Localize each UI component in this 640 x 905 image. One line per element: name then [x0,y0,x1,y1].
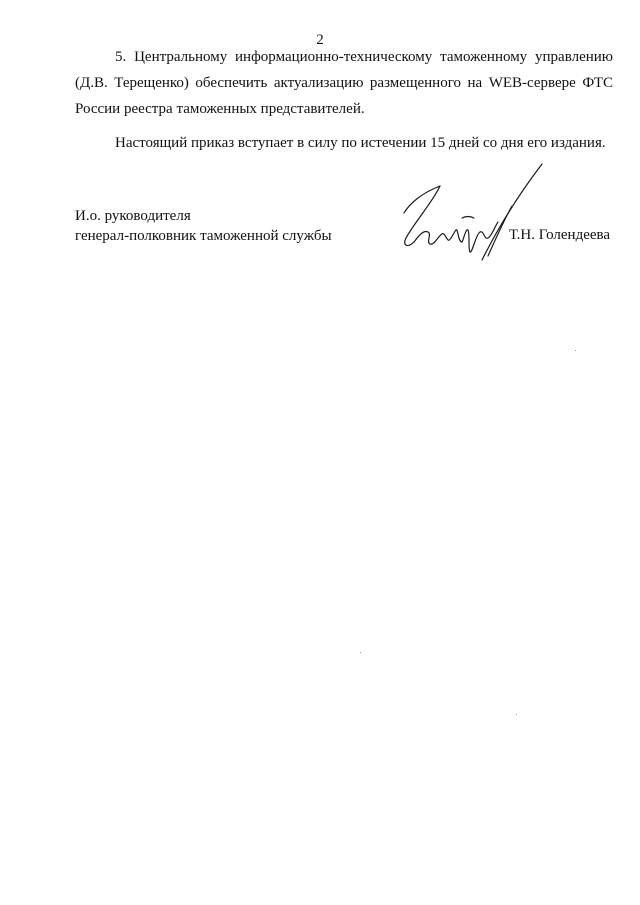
handwritten-signature [392,158,552,268]
position-line-2: генерал-полковник таможенной службы [75,228,332,244]
page-number: 2 [316,32,324,48]
signatory-name: Т.Н. Голендеева [509,227,611,243]
position-line-1: И.о. руководителя [75,208,191,224]
scan-speck [516,714,517,715]
paragraph-effective-date: Настоящий приказ вступает в силу по истечении 15 дней со дня его издания. [115,135,606,151]
signatory-position [75,206,332,246]
paragraph-item-5: 5. Центральному информационно-техническому таможенному управлению (Д.В. Терещенко) обеспечить актуализацию размещенного на WEB-сервере ФТС России реестра таможенных представителей. [75,49,613,117]
scan-speck [360,652,361,653]
scan-speck [575,350,576,351]
